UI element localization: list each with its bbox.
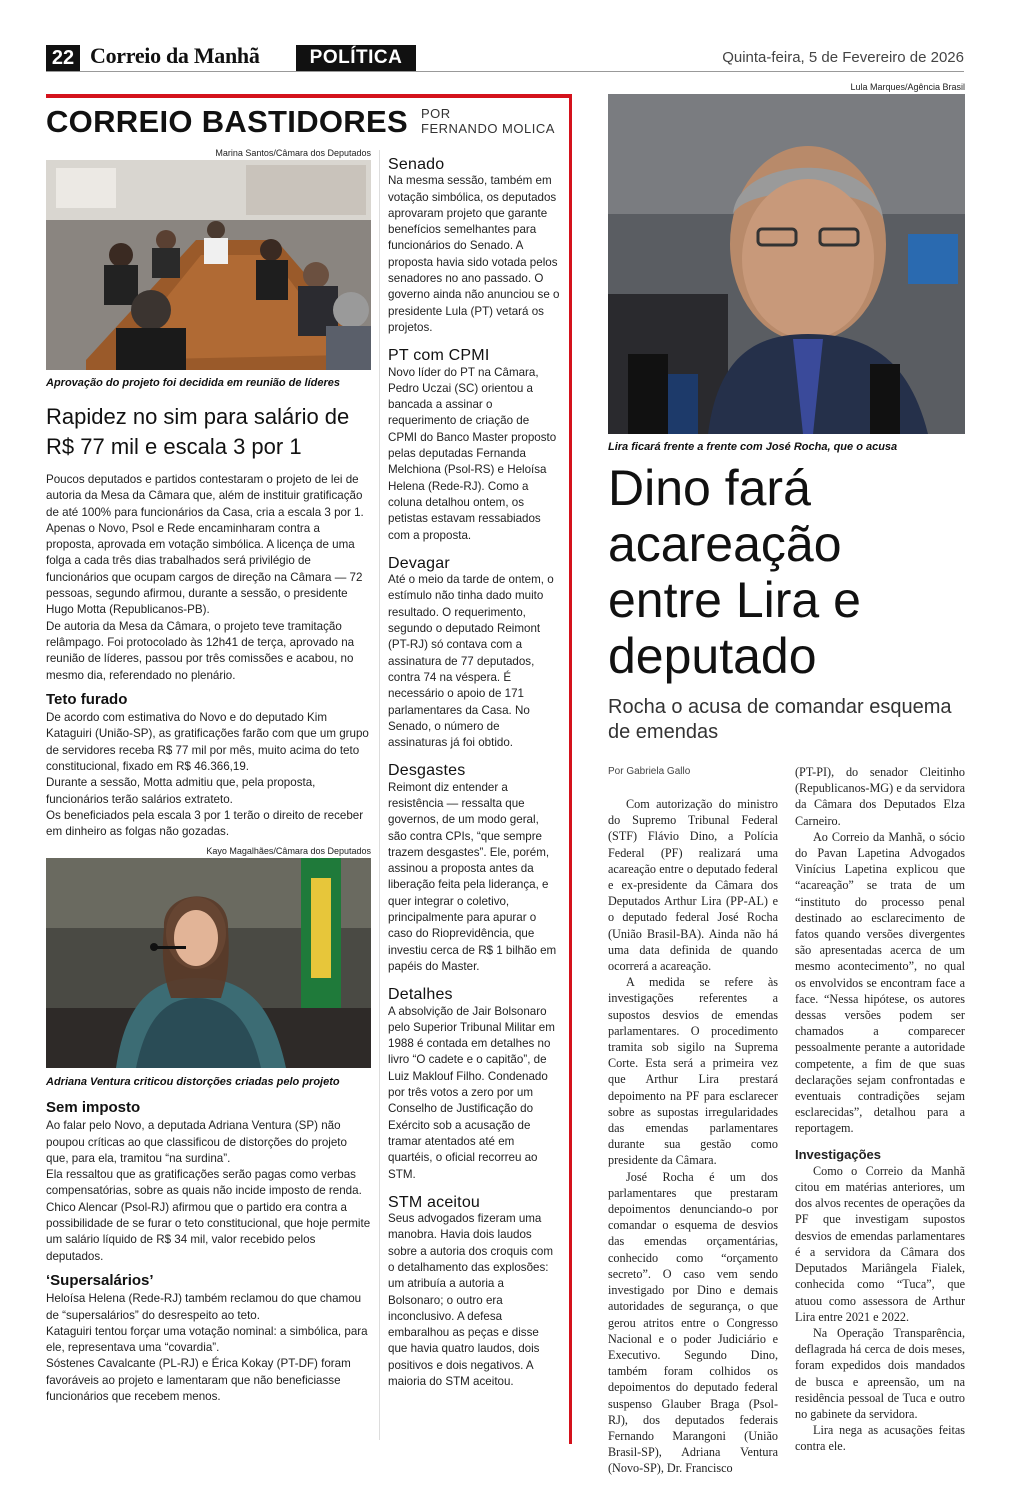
photo-credit: Lula Marques/Agência Brasil: [850, 82, 965, 92]
speaker-photo-illustration: [46, 858, 371, 1068]
lira-photo-illustration: [608, 94, 965, 434]
paragraph: Lira nega as acusações feitas contra ele.: [795, 1423, 965, 1454]
issue-date: Quinta-feira, 5 de Fevereiro de 2026: [722, 49, 964, 66]
note-title: PT com CPMI: [388, 347, 490, 365]
column-notes: [388, 157, 560, 1390]
column-red-rule-right: [569, 94, 572, 1444]
paragraph: Ela ressaltou que as gratificações serão pagas como verbas compensatórias, sobre as quais não incide imposto de renda.: [46, 1168, 362, 1198]
note-body: Até o meio da tarde de ontem, o estímulo não tinha dado muito resultado. O requerimento, segundo o deputado Reimont (PT-RJ) só contava com a assinatura de 77 deputados, contra 74 na véspera. É necessário o apoio de 171 parlamentares da Casa. No Senado, o número de assinaturas já foi obtido.: [388, 573, 554, 750]
paragraph: De autoria da Mesa da Câmara, o projeto teve tramitação relâmpago. Foi protocolado às 12h41 de terça, aprovado na reunião de líderes, passou por três comissões e acabou, no mesmo dia, referendado no plenário.: [46, 619, 355, 682]
note-body: Reimont diz entender a resistência — ressalta que governos, de um modo geral, são contra CPIs, “que sempre trazem desgastes”. Ele, porém, assinou a proposta antes da liberação feita pela liderança, e quer integrar o coletivo, principalmente para apurar o caso do Rioprevidência, que investiu cerca de R$ 1 bilhão em papéis do Master.: [388, 780, 557, 973]
speaker-photo: [46, 858, 371, 1068]
paragraph: (PT-PI), do senador Cleitinho (Republicanos-MG) e da servidora da Câmara dos Deputados Elza Carneiro.: [795, 765, 965, 828]
column-title: CORREIO BASTIDORES: [46, 104, 408, 139]
subhead: ‘Supersalários’: [46, 1271, 154, 1289]
column-divider: [379, 150, 380, 1440]
paragraph: Poucos deputados e partidos contestaram o projeto de lei de autoria da Mesa da Câmara que, além de instituir gratificação de até 100% para funcionários da Casa, cria a escala 3 por 1. Apenas o Novo, Psol e Rede encaminharam contra a proposta, aprovada em votação simbólica. A licença de uma folga a cada três dias trabalhados será privilégio de funcionários que ocupam cargos de direção na Câmara — 72 pessoas, segundo afirmou, durante a sessão, o presidente Hugo Motta (Republicanos-PB).: [46, 473, 364, 617]
column-headline: Rapidez no sim para salário de R$ 77 mil e escala 3 por 1: [46, 404, 350, 459]
paragraph: Os beneficiados pela escala 3 por 1 terão o direito de receber em dinheiro as folgas não gozadas.: [46, 808, 364, 839]
paragraph: Com autorização do ministro do Supremo Tribunal Federal (STF) Flávio Dino, a Polícia Federal (PF) realizará uma acareação entre o deputado federal e ex-presidente da Câmara dos Deputados Arthur Lira (PP-AL) e o deputado federal José Rocha (União Brasil-BA). Ainda não há uma data definida de quando ocorrerá a acareação.: [608, 797, 778, 974]
note-body: Na mesma sessão, também em votação simbólica, os deputados aprovaram projeto que garante benefícios semelhantes para funcionários do Senado. A proposta havia sido votada pelos senadores no ano passado. O governo ainda não anunciou se o presidente Lula (PT) vetará os projetos.: [388, 174, 560, 334]
article-deck: Rocha o acusa de comandar esquema de emendas: [608, 696, 952, 743]
note-title: Senado: [388, 156, 445, 173]
byline-prefix: POR: [421, 106, 451, 121]
article-column-2: [795, 764, 965, 1455]
column-body-left-lower: [46, 1100, 371, 1405]
lira-photo: [608, 94, 965, 434]
note-body: A absolvição de Jair Bolsonaro pelo Superior Tribunal Militar em 1988 é contada em detalhes no livro “O cadete e o capitão”, de Luiz Maklouf Filho. Condenado por três votos a zero por um Conselho de Justificação do Exército sob a acusação de tramar atentados até em quartéis, o oficial recorreu ao STM.: [388, 1004, 555, 1181]
note-body: Novo líder do PT na Câmara, Pedro Uczai (SC) orientou a bancada a assinar o requerimento de criação de CPMI do Banco Master proposto pelas deputadas Fernanda Melchiona (Psol-RS) e Heloísa Helena (Rede-RJ). Como a coluna detalhou ontem, os petistas estavam ressabiados com a proposta.: [388, 365, 557, 542]
article-headline: Dino fará acareação entre Lira e deputado: [608, 460, 861, 684]
masthead-logo: Correio da Manhã: [90, 43, 260, 68]
note-title: Desgastes: [388, 762, 466, 780]
paragraph: José Rocha é um dos parlamentares que prestaram depoimentos denunciando-o por comandar o esquema de desvios das emendas orçamentárias, conhecido como “orçamento secreto”. O caso vem sendo investigado por Dino e demais autoridades de segurança, o que gerou atritos entre o Congresso Nacional e o poder Judiciário e Executivo. Segundo Dino, também foram colhidos os depoimentos do deputado federal suspenso Glauber Braga (Psol-RJ), dos deputados federais Fernando Marangoni (União Brasil-SP), Adriana Ventura (Novo-SP), Dr. Francisco: [608, 1169, 778, 1476]
paragraph: De acordo com estimativa do Novo e do deputado Kim Kataguiri (União-SP), as gratificações farão com que um grupo de servidores receba R$ 77 mil por mês, muito acima do teto constitucional, fixado em R$ 46.366,19.: [46, 711, 369, 774]
photo-caption: Lira ficará frente a frente com José Rocha, que o acusa: [608, 441, 898, 453]
paragraph: Como o Correio da Manhã citou em matérias anteriores, um dos alvos recentes de operações da PF que investigam supostos desvios de emendas parlamentares é a servidora da Câmara dos Deputados Mariângela Fialek, conhecida como “Tuca”, que atuou como assessora de Arthur Lira entre 2021 e 2022.: [795, 1163, 965, 1324]
article-author: Por Gabriela Gallo: [608, 766, 691, 777]
photo-credit: Kayo Magalhães/Câmara dos Deputados: [206, 846, 371, 856]
photo-credit: Marina Santos/Câmara dos Deputados: [215, 148, 371, 158]
article-column-1: [608, 796, 778, 1477]
paragraph: A medida se refere às investigações referentes a supostos desvios de emendas parlamentares. O procedimento tramita sob sigilo na Suprema Corte. Esta será a primeira vez que Arthur Lira prestará depoimento na PF para esclarecer sobre as supostas irregularidades das emendas parlamentares durante sua gestão como presidente da Câmara.: [608, 975, 778, 1168]
subhead: Investigações: [795, 1146, 881, 1162]
subhead: Sem imposto: [46, 1099, 141, 1116]
paragraph: Na Operação Transparência, deflagrada há cerca de dois meses, foram expedidos dois mandados de busca e apreensão, um na residência pessoal de Tuca e outro no gabinete da servidora.: [795, 1325, 965, 1421]
note-body: Seus advogados fizeram uma manobra. Havia dois laudos sobre a autoria dos croquis com o detalhamento das explosões: um atribuía a autoria a Bolsonaro; o outro era inconclusivo. A defesa embaralhou as peças e disse que havia quatro laudos, dois positivos e dois negativos. A maioria do STM aceitou.: [388, 1212, 553, 1389]
column-red-rule-top: [46, 94, 572, 98]
paragraph: Ao falar pelo Novo, a deputada Adriana Ventura (SP) não poupou críticas ao que classificou de distorções do projeto que, para ela, tramitou “na surdina”.: [46, 1119, 347, 1165]
paragraph: Chico Alencar (Psol-RJ) afirmou que o partido era contra a possibilidade de se furar o teto constitucional, que hoje permite um salário líquido de R$ 34 mil, valor recebido pelos deputados.: [46, 1200, 371, 1263]
photo-caption: Adriana Ventura criticou distorções criadas pelo projeto: [46, 1076, 340, 1088]
meeting-photo: [46, 160, 371, 370]
subhead: Teto furado: [46, 690, 128, 708]
photo-caption: Aprovação do projeto foi decidida em reunião de líderes: [46, 377, 341, 389]
column-byline: [421, 106, 555, 136]
column-body-left: [46, 472, 371, 841]
paragraph: Heloísa Helena (Rede-RJ) também reclamou do que chamou de “supersalários” do desrespeito ao teto.: [46, 1292, 362, 1322]
paragraph: Ao Correio da Manhã, o sócio do Pavan Lapetina Advogados Vinícius Lapetina explicou que “acareação” se trata de um “instituto do processo penal destinado ao esclarecimento de fatos quando versões divergentes são apresentadas acerca de um mesmo acontecimento”, no qual os envolvidos se encontram face a face. “Nessa hipótese, os autores dessas versões podem ser chamados a comparecer pessoalmente perante a autoridade competente, a fim de que suas declarações sejam confrontadas e eventuais contradições sejam esclarecidas”, detalhou para a reportagem.: [795, 829, 965, 1136]
paragraph: Sóstenes Cavalcante (PL-RJ) e Érica Kokay (PT-DF) foram favoráveis ao projeto e lamentaram que não beneficiasse funcionários que recebem menos.: [46, 1357, 351, 1404]
paragraph: Kataguiri tentou forçar uma votação nominal: a simbólica, para ele, representava uma “covardia”.: [46, 1324, 368, 1355]
meeting-photo-illustration: [46, 160, 371, 370]
note-title: STM aceitou: [388, 1193, 481, 1211]
paragraph: Durante a sessão, Motta admitiu que, pela proposta, funcionários terão salários extrateto.: [46, 776, 316, 806]
note-title: Detalhes: [388, 986, 453, 1004]
page-number: 22: [46, 45, 80, 71]
section-tag: POLÍTICA: [296, 45, 416, 71]
note-title: Devagar: [388, 554, 450, 572]
byline-name: FERNANDO MOLICA: [421, 121, 555, 136]
header-rule: [46, 71, 964, 72]
